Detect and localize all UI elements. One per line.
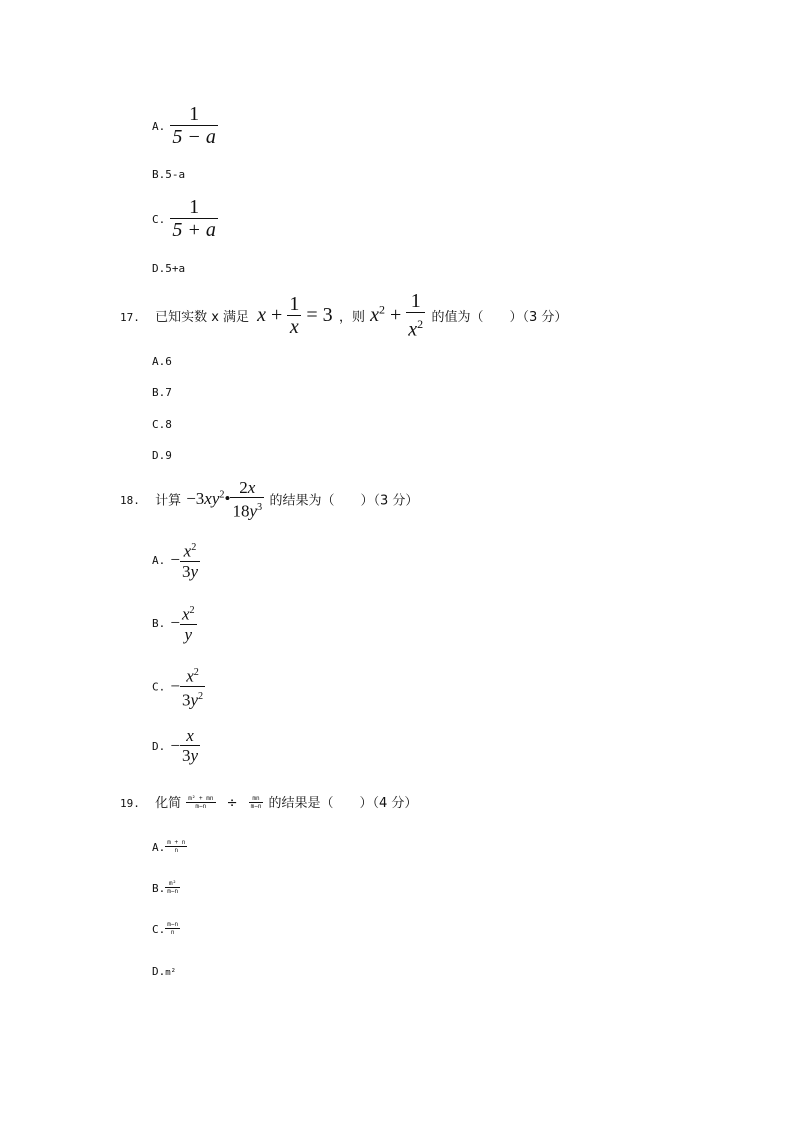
numerator: m + n xyxy=(167,839,186,846)
option-label: C. xyxy=(152,680,166,694)
option-label: A. xyxy=(152,120,166,133)
fraction xyxy=(170,196,218,241)
denominator: m−n xyxy=(167,888,179,895)
expression-target: $x^2$ + $\frac{1}{x^2}$ xyxy=(370,290,424,341)
q16-option-b xyxy=(152,168,185,181)
denominator: 5 + a xyxy=(172,219,216,241)
option-label: D. xyxy=(152,262,166,275)
fraction xyxy=(165,921,180,936)
q19-option-d xyxy=(152,960,176,979)
option-text: 5+a xyxy=(165,262,186,275)
option-label: B. xyxy=(152,882,166,895)
q19-option-b xyxy=(152,877,180,896)
fraction xyxy=(170,103,218,148)
fraction xyxy=(186,795,215,810)
question-text-post: 的结果是（ ）（4 分） xyxy=(268,796,418,811)
q18-option-c: C. − $\frac{x^2}{3y^2}$ xyxy=(152,666,204,710)
q19-option-c xyxy=(152,918,180,937)
option-label: C. xyxy=(152,213,166,226)
question-text-pre: 已知实数 x 满足 xyxy=(155,309,250,325)
option-text: 5-a xyxy=(165,168,186,181)
equation-condition: x + $\frac{1}{x}$ = 3 xyxy=(257,292,333,338)
option-label: A. xyxy=(152,841,166,854)
q19-option-a xyxy=(152,836,187,855)
q17-option-b: B.7 xyxy=(152,386,172,399)
numerator: m² xyxy=(169,880,177,887)
fraction xyxy=(165,839,187,854)
q18-option-a: A. − $\frac{x^2}{3y}$ xyxy=(152,541,198,581)
option-text: m² xyxy=(165,968,177,978)
q16-option-c xyxy=(152,196,218,241)
option-label: D. xyxy=(152,740,166,753)
denominator: 5 − a xyxy=(172,126,216,148)
question-number: 18. xyxy=(120,494,140,508)
question-text-pre: 化简 xyxy=(155,796,182,811)
option-label: A. xyxy=(152,553,166,567)
denominator: n xyxy=(165,928,180,936)
numerator: m² + mn xyxy=(188,795,214,802)
denominator: n xyxy=(165,846,187,854)
question-text-pre: 计算 xyxy=(155,493,182,509)
q18-option-b: B. − $\frac{x^2}{y}$ xyxy=(152,604,195,644)
question-17 xyxy=(120,290,567,341)
denominator: m−n xyxy=(186,802,215,810)
numerator: 1 xyxy=(189,196,200,218)
q16-option-a xyxy=(152,103,218,148)
numerator: m−n xyxy=(167,921,179,928)
question-text-post: 的结果为（ ）（3 分） xyxy=(269,493,419,509)
option-label: B. xyxy=(152,616,166,630)
q16-option-d xyxy=(152,262,185,275)
divide-sign: ÷ xyxy=(226,796,238,811)
question-number: 17. xyxy=(120,310,140,324)
q17-option-d: D.9 xyxy=(152,449,172,462)
expression: $-3xy^2•$ $\frac{2x}{18y^3}$ xyxy=(186,478,263,521)
question-number: 19. xyxy=(120,797,140,810)
denominator: m−n xyxy=(250,803,262,810)
fraction xyxy=(249,795,264,810)
q17-option-a: A.6 xyxy=(152,355,172,368)
question-text-mid: ，则 xyxy=(338,309,365,325)
q17-option-c: C.8 xyxy=(152,418,172,431)
numerator: 1 xyxy=(189,103,200,125)
option-label: D. xyxy=(152,965,166,978)
q18-option-d: D. − $\frac{x}{3y}$ xyxy=(152,726,198,765)
option-label: C. xyxy=(152,923,166,936)
question-19 xyxy=(120,792,417,811)
numerator: mn xyxy=(252,795,260,802)
option-label: B. xyxy=(152,168,166,181)
fraction xyxy=(165,880,180,895)
question-text-post: 的值为（ ）（3 分） xyxy=(431,309,568,325)
question-18 xyxy=(120,478,418,521)
